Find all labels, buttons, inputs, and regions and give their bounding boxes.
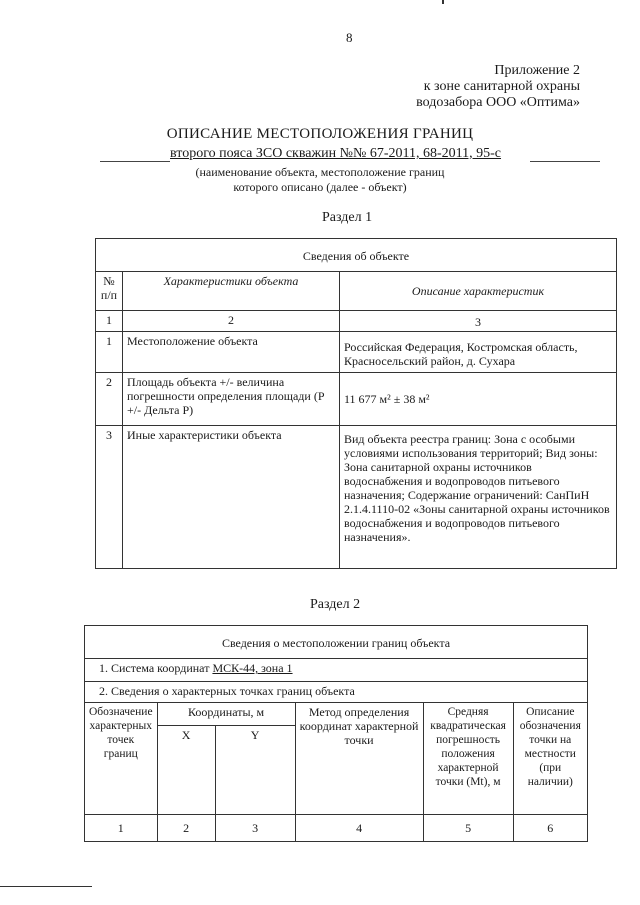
annex-block — [416, 63, 580, 111]
note-line-2: которого описано (далее - объект) — [233, 180, 407, 194]
note-line-1: (наименование объекта, местоположение границ — [195, 165, 445, 179]
row-num: 2 — [96, 373, 123, 426]
index-cell: 2 — [157, 815, 215, 842]
document-subtitle: второго пояса ЗСО скважин №№ 67-2011, 68-2011, 95-с — [170, 146, 502, 161]
page-number: 8 — [346, 30, 353, 45]
annex-line-2: к зоне санитарной охраны — [423, 79, 580, 94]
index-cell: 1 — [85, 815, 158, 842]
coord-system-value: МСК-44, зона 1 — [212, 661, 293, 675]
col-header-error: Средняя квадратическая погрешность положения характерной точки (Mt), м — [423, 703, 513, 815]
table-title: Сведения об объекте — [96, 239, 617, 272]
col-header-method: Метод определения координат характерной точки — [295, 703, 423, 815]
index-cell: 3 — [340, 311, 617, 332]
col-header-coords: Координаты, м — [157, 703, 295, 726]
section-1-heading: Раздел 1 — [322, 210, 373, 225]
section-2-heading: Раздел 2 — [310, 597, 361, 612]
index-cell: 1 — [96, 311, 123, 332]
row-name: Площадь объекта +/- величина погрешности определения площади (Р +/- Дельта Р) — [123, 373, 340, 426]
col-header-x: X — [157, 726, 215, 815]
document-title: ОПИСАНИЕ МЕСТОПОЛОЖЕНИЯ ГРАНИЦ — [166, 126, 474, 142]
col-header-desc: Описание характеристик — [340, 272, 617, 311]
underline-left — [100, 161, 170, 162]
coord-system-row — [85, 659, 588, 682]
index-cell: 5 — [423, 815, 513, 842]
col-header-desc: Описание обозначения точки на местности (при наличии) — [513, 703, 587, 815]
row-value: Российская Федерация, Костромская область, Красносельский район, д. Сухара — [340, 332, 617, 373]
col-header-y: Y — [215, 726, 295, 815]
row-num: 3 — [96, 426, 123, 569]
row-value: 11 677 м² ± 38 м² — [340, 373, 617, 426]
coord-system-label: 1. Система координат — [99, 661, 213, 675]
index-cell: 3 — [215, 815, 295, 842]
col-header-point: Обозначение характерных точек границ — [85, 703, 158, 815]
row-name: Иные характеристики объекта — [123, 426, 340, 569]
underline-right — [530, 161, 600, 162]
index-cell: 4 — [295, 815, 423, 842]
index-cell: 2 — [123, 311, 340, 332]
table-title: Сведения о местоположении границ объекта — [85, 626, 588, 659]
subtitle-note — [0, 165, 640, 195]
row-num: 1 — [96, 332, 123, 373]
object-info-table — [95, 238, 617, 569]
boundary-table — [84, 625, 588, 842]
points-info-row: 2. Сведения о характерных точках границ объекта — [85, 682, 588, 703]
row-value: Вид объекта реестра границ: Зона с особыми условиями использования территорий; Вид зоны: Зона санитарной охраны источников водоснабжения и водопроводов питьевого назначения; Содержание ограничений: СанПиН 2.1.4.1110-02 «Зоны санитарной охраны источников водоснабжения и водопроводов питьевого назначения». — [340, 426, 617, 569]
annex-line-3: водозабора ООО «Оптима» — [416, 95, 580, 110]
footer-line — [0, 886, 92, 887]
index-cell: 6 — [513, 815, 587, 842]
col-header-num: № п/п — [96, 272, 123, 311]
annex-line-1: Приложение 2 — [494, 63, 580, 78]
row-name: Местоположение объекта — [123, 332, 340, 373]
scan-mark — [442, 0, 444, 4]
col-header-char: Характеристики объекта — [123, 272, 340, 311]
